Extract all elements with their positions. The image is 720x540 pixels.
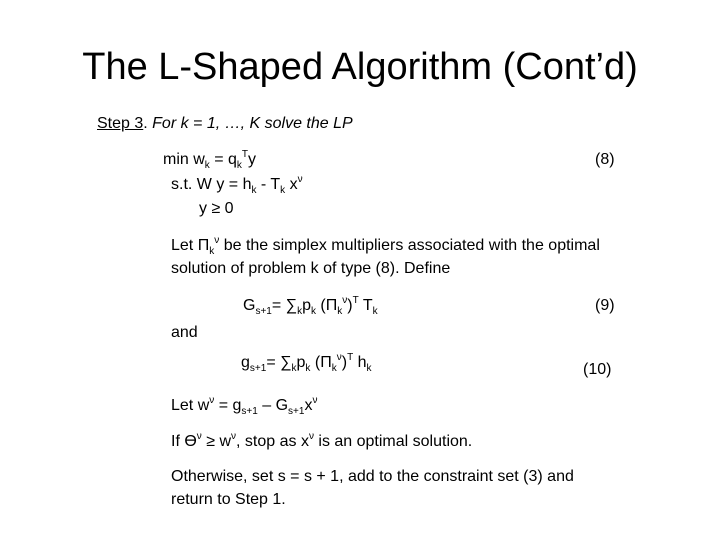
- subscript: k: [297, 306, 303, 317]
- math-part: = ∑: [271, 297, 298, 314]
- equation-10: [241, 353, 372, 373]
- superscript: ν: [196, 431, 202, 442]
- lp-objective-part: = q: [209, 151, 237, 168]
- text-part: Let Π: [171, 237, 210, 254]
- math-part: (Π: [310, 354, 332, 371]
- math-part: = g: [214, 397, 242, 414]
- math-part: = ∑: [266, 354, 292, 371]
- subscript: k: [280, 185, 286, 196]
- multipliers-line-2: solution of problem k of type (8). Define: [171, 260, 451, 277]
- text-part: ≥ w: [201, 433, 232, 450]
- lp-constraint-part: s.t. W y = h: [171, 176, 252, 193]
- subscript: k: [366, 363, 372, 374]
- equation-9: [243, 296, 378, 316]
- lp-nonnegativity: y ≥ 0: [199, 200, 234, 217]
- superscript: ν: [342, 295, 348, 306]
- subscript: k: [204, 160, 210, 171]
- math-part: G: [243, 297, 256, 314]
- subscript: k: [310, 306, 316, 317]
- stopping-criterion: [171, 432, 472, 452]
- equation-number-8: (8): [595, 151, 615, 168]
- subscript: s+1: [241, 406, 258, 417]
- math-part: g: [241, 354, 250, 371]
- subscript: k: [331, 363, 337, 374]
- let-w-line: [171, 396, 317, 416]
- lp-objective: [163, 150, 256, 170]
- subscript: s+1: [255, 306, 272, 317]
- subscript: k: [372, 306, 378, 317]
- step3-text: For k = 1, …, K solve the LP: [152, 115, 353, 132]
- superscript: ν: [336, 352, 342, 363]
- math-part: Let w: [171, 397, 210, 414]
- subscript: k: [337, 306, 343, 317]
- step3-heading: [97, 114, 353, 134]
- math-part: x: [304, 397, 313, 414]
- math-part: h: [353, 354, 367, 371]
- lp-constraint-part: x: [285, 176, 298, 193]
- superscript: ν: [214, 235, 220, 246]
- math-part: ): [347, 297, 353, 314]
- text-part: , stop as x: [236, 433, 309, 450]
- text-part: be the simplex multipliers associated with the optimal: [219, 237, 600, 254]
- subscript: k: [291, 363, 297, 374]
- subscript: k: [305, 363, 311, 374]
- and-text: and: [171, 324, 198, 341]
- step3-separator: .: [143, 115, 153, 132]
- superscript: T: [347, 352, 354, 363]
- subscript: s+1: [249, 363, 267, 374]
- subscript: k: [209, 246, 215, 257]
- lp-objective-part: y: [248, 151, 257, 168]
- subscript: s+1: [288, 406, 305, 417]
- subscript: k: [251, 185, 257, 196]
- superscript: ν: [209, 395, 215, 406]
- math-part: p: [302, 297, 311, 314]
- math-part: T: [358, 297, 373, 314]
- math-part: p: [296, 354, 306, 371]
- text-part: If Ɵ: [171, 433, 197, 450]
- math-part: (Π: [315, 297, 338, 314]
- lp-constraint: [171, 175, 303, 195]
- subscript: k: [236, 160, 242, 171]
- superscript: ν: [308, 431, 314, 442]
- superscript: T: [352, 295, 359, 306]
- lp-constraint-part: - T: [256, 176, 281, 193]
- math-part: – G: [257, 397, 289, 414]
- otherwise-line-1: Otherwise, set s = s + 1, add to the constraint set (3) and: [171, 468, 574, 485]
- equation-number-10: (10): [583, 361, 612, 378]
- superscript: ν: [231, 431, 237, 442]
- math-part: ): [341, 354, 348, 371]
- superscript: ν: [297, 174, 303, 185]
- otherwise-line-2: return to Step 1.: [171, 491, 286, 508]
- step3-label: Step 3: [97, 115, 144, 132]
- superscript: ν: [312, 395, 318, 406]
- superscript: T: [241, 149, 249, 160]
- slide-title: The L-Shaped Algorithm (Cont’d): [82, 46, 638, 88]
- lp-objective-part: min w: [163, 151, 205, 168]
- equation-number-9: (9): [595, 297, 615, 314]
- text-part: is an optimal solution.: [313, 433, 473, 450]
- multipliers-line-1: [171, 236, 600, 256]
